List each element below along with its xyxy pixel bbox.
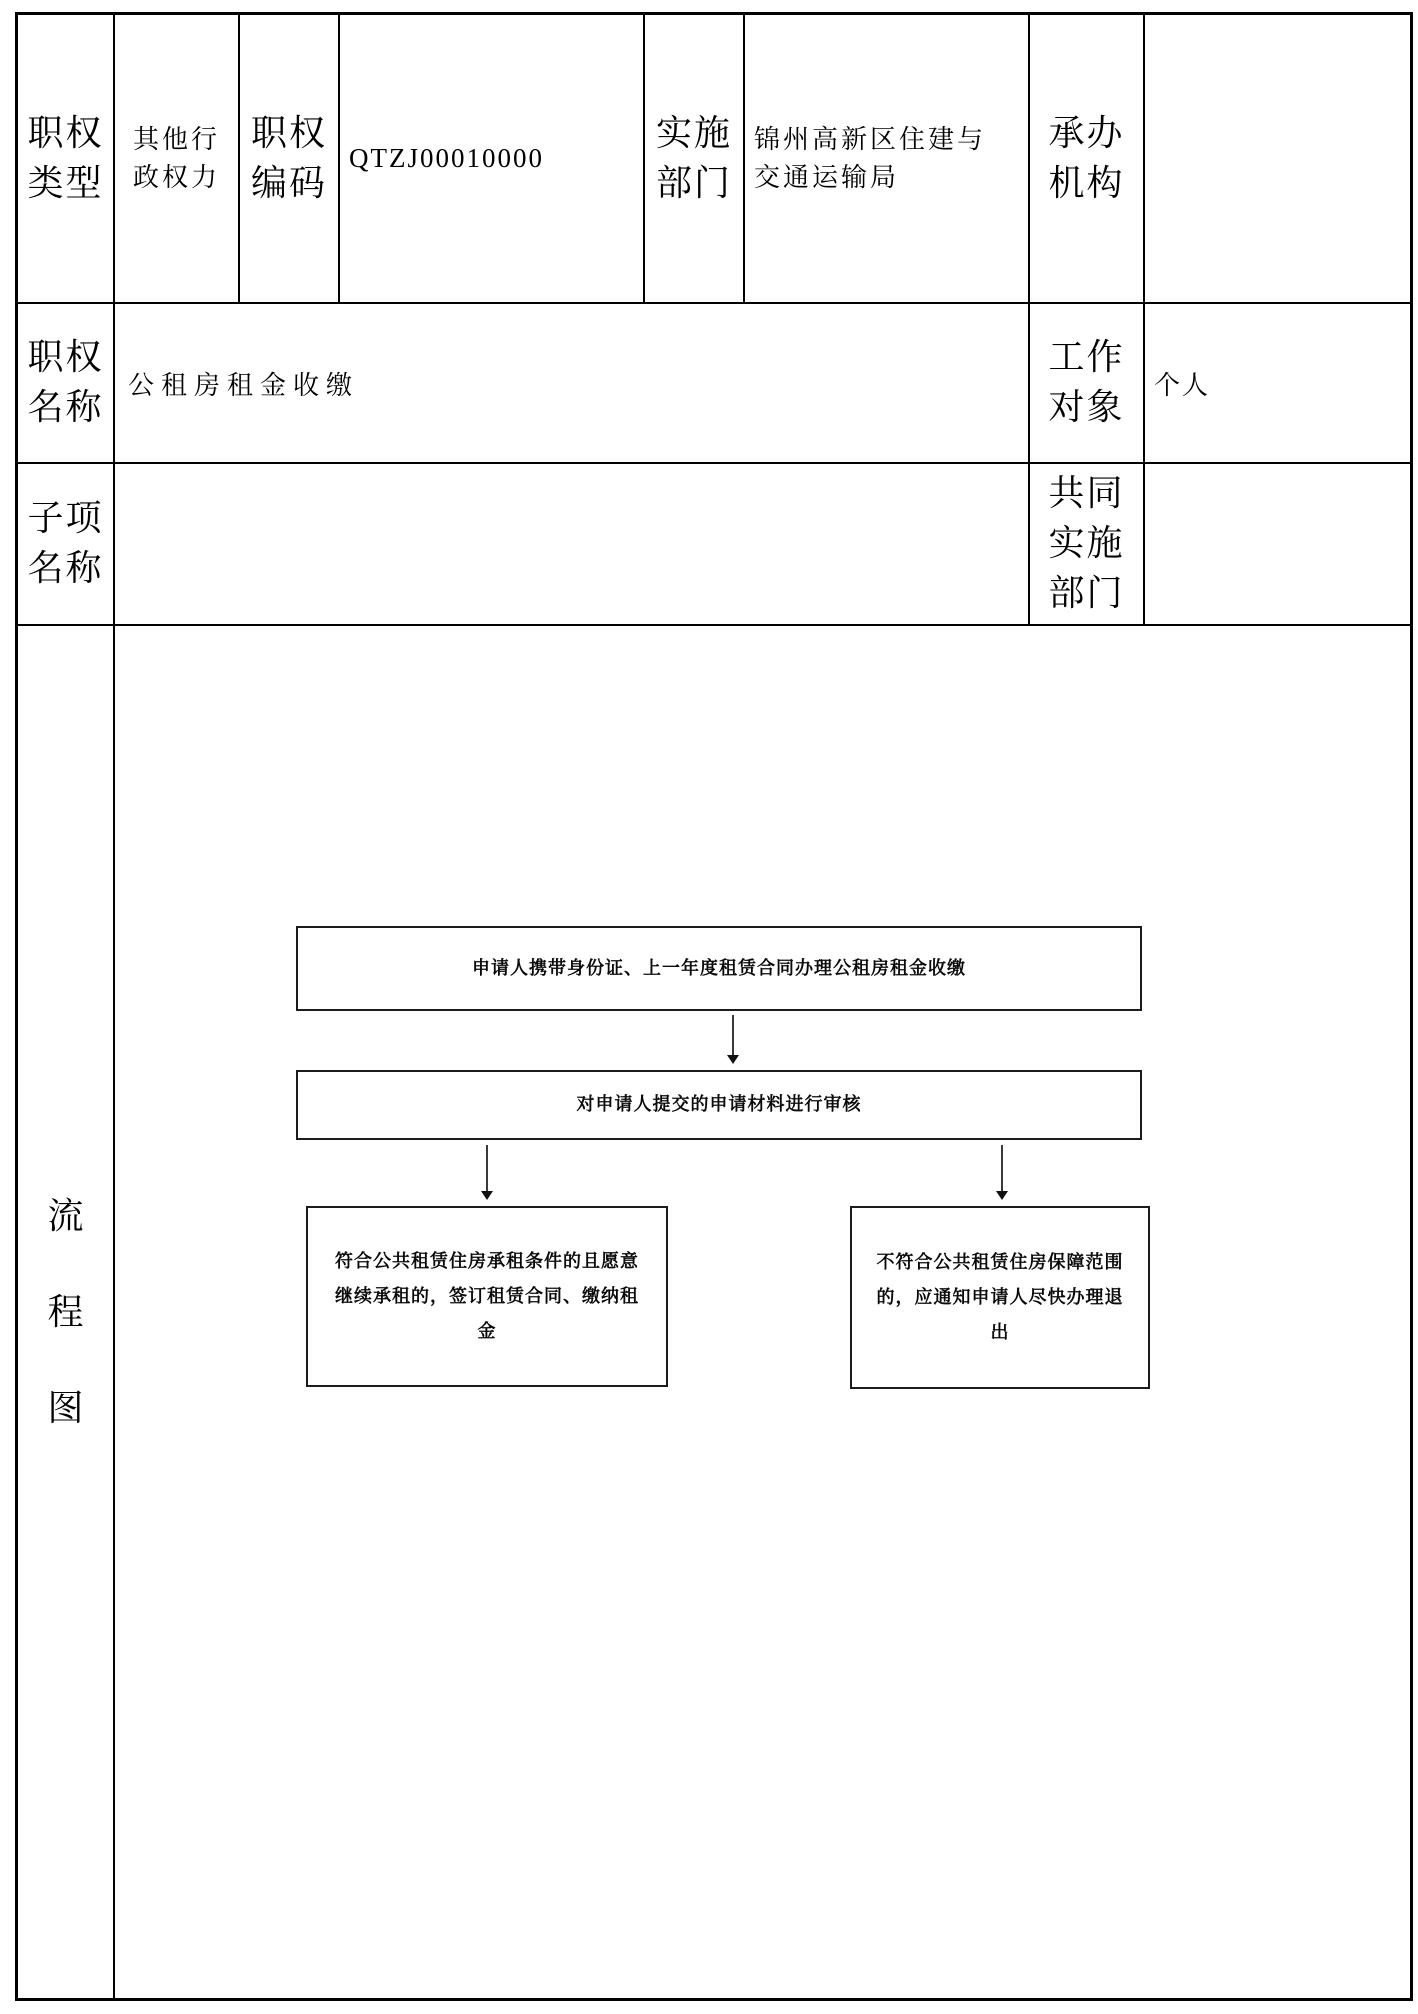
arrow-head <box>996 1191 1008 1200</box>
work-target-label-cell <box>1030 304 1145 464</box>
flow-step-review-text: 对申请人提交的申请材料进行审核 <box>576 1094 862 1115</box>
arrow-head <box>727 1055 739 1064</box>
joint-impl-dept-label: 共同实施部门 <box>1048 473 1125 613</box>
power-code-value: QTZJ00010000 <box>349 143 544 173</box>
flow-step-apply-box <box>296 926 1142 1011</box>
impl-dept-label-cell <box>645 15 745 304</box>
sub-item-value-cell <box>115 464 1030 626</box>
sub-item-label-cell <box>18 464 115 626</box>
sub-item-label: 子项名称 <box>27 498 104 588</box>
undertaking-org-label: 承办机构 <box>1048 112 1125 203</box>
joint-impl-dept-label-cell <box>1030 464 1145 626</box>
flow-step-review-box <box>296 1070 1142 1140</box>
flowchart-canvas <box>115 626 1410 1998</box>
power-name-value-cell <box>115 304 1030 464</box>
flowchart-label: 流程图 <box>47 1196 84 1428</box>
power-type-value-cell <box>115 15 240 304</box>
joint-impl-dept-value-cell <box>1145 464 1410 626</box>
power-code-label: 职权编码 <box>250 112 327 203</box>
arrow-down-left-icon <box>481 1145 493 1200</box>
flow-branch-ineligible-box <box>850 1206 1150 1389</box>
work-target-label: 工作对象 <box>1048 337 1125 427</box>
arrow-down-right-icon <box>996 1145 1008 1200</box>
arrow-down-icon <box>727 1015 739 1064</box>
impl-dept-value-cell <box>745 15 1030 304</box>
power-name-label: 职权名称 <box>27 337 104 427</box>
power-name-value: 公租房租金收缴 <box>128 370 360 400</box>
flow-branch-ineligible-text: 不符合公共租赁住房保障范围的，应通知申请人尽快办理退出 <box>876 1251 1124 1343</box>
arrow-shaft <box>732 1015 734 1057</box>
work-target-value: 个人 <box>1154 370 1211 400</box>
flow-step-apply-text: 申请人携带身份证、上一年度租赁合同办理公租房租金收缴 <box>472 957 966 978</box>
undertaking-org-value-cell <box>1145 15 1410 304</box>
power-type-label-cell <box>18 15 115 304</box>
duty-table <box>15 12 1413 2001</box>
power-type-value: 其他行政权力 <box>132 124 220 192</box>
undertaking-org-label-cell <box>1030 15 1145 304</box>
flow-branch-eligible-text: 符合公共租赁住房承租条件的且愿意继续承租的，签订租赁合同、缴纳租金 <box>335 1250 639 1342</box>
power-code-value-cell <box>340 15 645 304</box>
impl-dept-value: 锦州高新区住建与交通运输局 <box>754 124 987 192</box>
power-code-label-cell <box>240 15 340 304</box>
flowchart-label-cell <box>18 626 115 1998</box>
power-type-label: 职权类型 <box>27 112 104 203</box>
flow-branch-eligible-box <box>306 1206 668 1387</box>
arrow-shaft <box>486 1145 488 1193</box>
work-target-value-cell <box>1145 304 1410 464</box>
impl-dept-label: 实施部门 <box>655 112 732 203</box>
arrow-head <box>481 1191 493 1200</box>
power-name-label-cell <box>18 304 115 464</box>
arrow-shaft <box>1001 1145 1003 1193</box>
